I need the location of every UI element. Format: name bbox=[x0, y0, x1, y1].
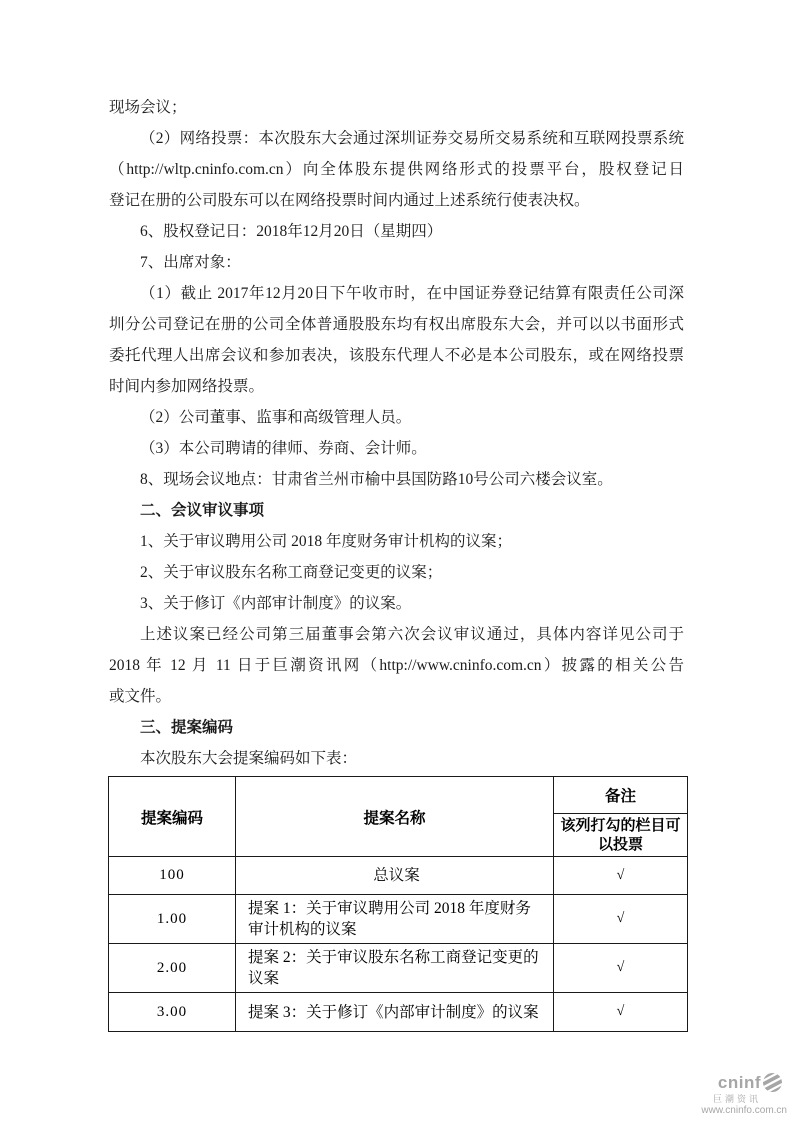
body-line: 3、关于修订《内部审计制度》的议案。 bbox=[140, 595, 412, 612]
table-header bbox=[109, 777, 688, 857]
body-line: 登记在册的公司股东可以在网络投票时间内通过上述系统行使表决权。 bbox=[109, 192, 590, 209]
vote-check-cell: √ bbox=[554, 857, 688, 895]
body-line: 6、股权登记日：2018年12月20日（星期四） bbox=[140, 223, 443, 240]
body-line: 本次股东大会提案编码如下表： bbox=[140, 750, 358, 767]
cninfo-brand-text: cninf bbox=[717, 1073, 761, 1092]
body-line: （2）公司董事、监事和高级管理人员。 bbox=[140, 409, 412, 426]
body-line: （http://wltp.cninfo.com.cn）向全体股东提供网络形式的投票平台，股权登记日 bbox=[109, 161, 684, 178]
proposal-code-table bbox=[108, 776, 688, 1032]
cninfo-name-cn: 巨潮资讯 bbox=[712, 1094, 761, 1104]
body-line: 时间内参加网络投票。 bbox=[109, 378, 265, 395]
cninfo-url: www.cninfo.com.cn bbox=[701, 1105, 787, 1116]
cninfo-logo-row bbox=[689, 1072, 789, 1093]
table-row bbox=[109, 944, 688, 993]
table-body bbox=[109, 857, 688, 1032]
section-heading: 三、提案编码 bbox=[140, 719, 234, 736]
table-row bbox=[109, 895, 688, 944]
body-line: 1、关于审议聘用公司 2018 年度财务审计机构的议案； bbox=[140, 533, 513, 550]
table-row bbox=[109, 993, 688, 1032]
proposal-name-cell: 提案 3：关于修订《内部审计制度》的议案 bbox=[236, 993, 554, 1032]
body-line: 圳分公司登记在册的公司全体普通股股东均有权出席股东大会，并可以以书面形式 bbox=[109, 316, 684, 333]
body-line: 委托代理人出席会议和参加表决，该股东代理人不必是本公司股东，或在网络投票 bbox=[109, 347, 684, 364]
vote-check-cell: √ bbox=[554, 895, 688, 944]
body-line: 现场会议； bbox=[109, 99, 187, 116]
body-line: 2018 年 12 月 11 日于巨潮资讯网（http://www.cninfo.com.cn）披露的相关公告 bbox=[109, 657, 684, 674]
body-line: （1）截止 2017年12月20日下午收市时，在中国证券登记结算有限责任公司深 bbox=[140, 285, 684, 302]
proposal-name-cell: 总议案 bbox=[236, 857, 554, 895]
header-remark: 备注 bbox=[554, 777, 688, 814]
proposal-code-cell: 100 bbox=[109, 857, 236, 895]
header-proposal-code: 提案编码 bbox=[109, 777, 236, 857]
proposal-name-cell: 提案 2：关于审议股东名称工商登记变更的议案 bbox=[236, 944, 554, 993]
vote-check-cell: √ bbox=[554, 993, 688, 1032]
proposal-code-cell: 3.00 bbox=[109, 993, 236, 1032]
proposal-code-cell: 2.00 bbox=[109, 944, 236, 993]
body-line: 2、关于审议股东名称工商登记变更的议案； bbox=[140, 564, 443, 581]
body-line: 或文件。 bbox=[109, 688, 172, 705]
body-line: （3）本公司聘请的律师、券商、会计师。 bbox=[140, 440, 427, 457]
section-heading: 二、会议审议事项 bbox=[140, 502, 265, 519]
cninfo-logo bbox=[689, 1072, 789, 1116]
proposal-name-cell: 提案 1：关于审议聘用公司 2018 年度财务审计机构的议案 bbox=[236, 895, 554, 944]
document-body bbox=[109, 92, 684, 774]
table-row bbox=[109, 857, 688, 895]
header-proposal-name: 提案名称 bbox=[236, 777, 554, 857]
table-header-row-top bbox=[109, 777, 688, 814]
body-line: （2）网络投票：本次股东大会通过深圳证券交易所交易系统和互联网投票系统 bbox=[140, 130, 684, 147]
vote-check-cell: √ bbox=[554, 944, 688, 993]
cninfo-swirl-icon bbox=[762, 1072, 783, 1093]
proposal-code-cell: 1.00 bbox=[109, 895, 236, 944]
body-line: 7、出席对象： bbox=[140, 254, 241, 271]
body-line: 上述议案已经公司第三届董事会第六次会议审议通过，具体内容详见公司于 bbox=[140, 626, 684, 643]
body-line: 8、现场会议地点：甘肃省兰州市榆中县国防路10号公司六楼会议室。 bbox=[140, 471, 613, 488]
header-remark-sub: 该列打勾的栏目可以投票 bbox=[554, 814, 688, 857]
